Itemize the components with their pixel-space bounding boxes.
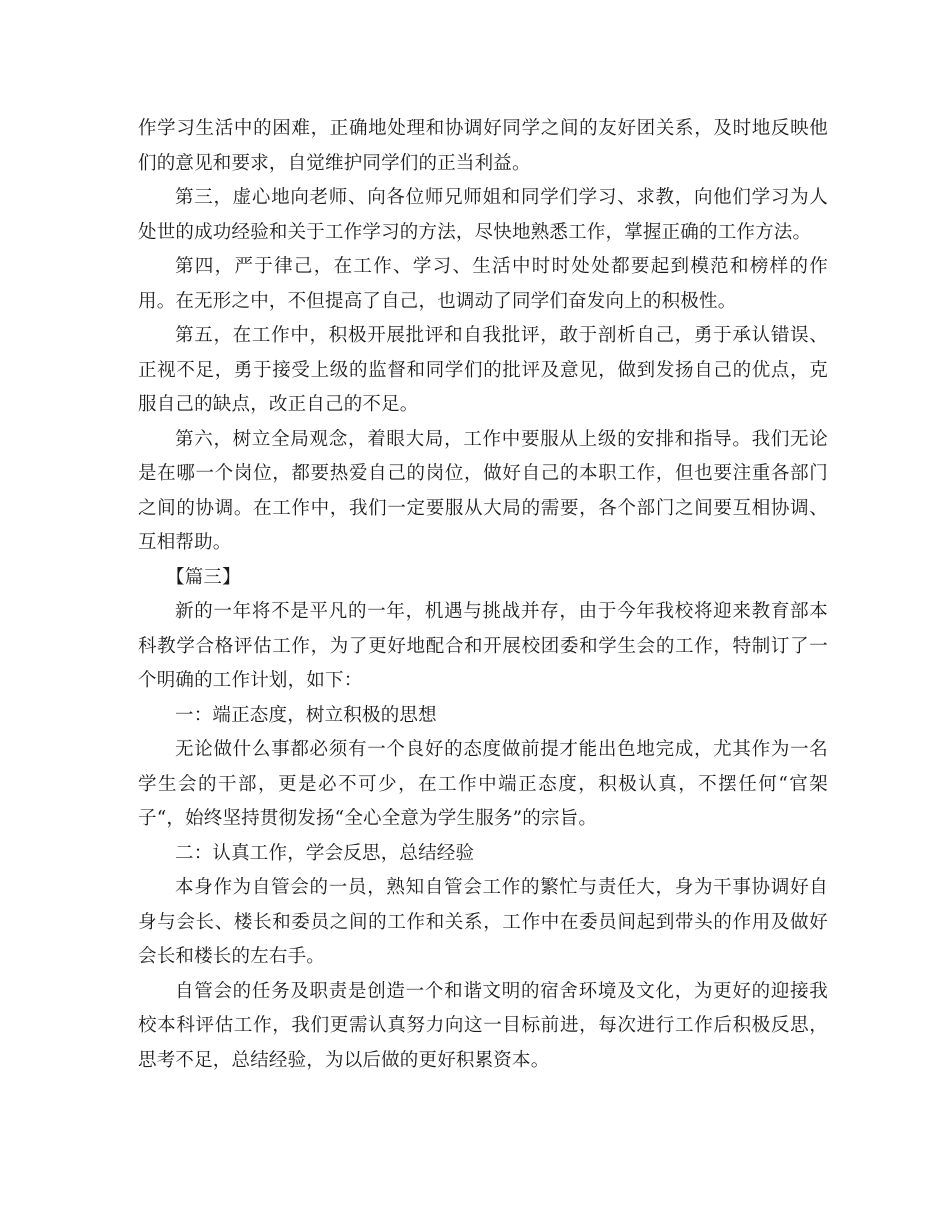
paragraph: 第三，虚心地向老师、向各位师兄师姐和同学们学习、求教，向他们学习为人处世的成功经验和关于工作学习的方法，尽快地熟悉工作，掌握正确的工作方法。 <box>138 187 828 243</box>
subheading: 一：端正态度，树立积极的思想 <box>175 704 437 726</box>
paragraph: 第五，在工作中，积极开展批评和自我批评，敢于剖析自己，勇于承认错误、正视不足，勇于接受上级的监督和同学们的批评及意见，做到发扬自己的优点，克服自己的缺点，改正自己的不足。 <box>138 325 828 415</box>
paragraph: 第六，树立全局观念，着眼大局，工作中要服从上级的安排和指导。我们无论是在哪一个岗位，都要热爱自己的岗位，做好自己的本职工作，但也要注重各部门之间的协调。在工作中，我们一定要服从大局的需要，各个部门之间要互相协调、互相帮助。 <box>138 428 828 553</box>
paragraph: 本身作为自管会的一员，熟知自管会工作的繁忙与责任大，身为干事协调好自身与会长、楼长和委员之间的工作和关系，工作中在委员间起到带头的作用及做好会长和楼长的左右手。 <box>138 877 828 967</box>
paragraph: 无论做什么事都必须有一个良好的态度做前提才能出色地完成，尤其作为一名学生会的干部，更是必不可少，在工作中端正态度，积极认真，不摆任何“官架子“，始终坚持贯彻发扬“全心全意为学生服务”的宗旨。 <box>138 739 828 829</box>
section-heading: 【篇三】 <box>166 566 241 588</box>
paragraph: 作学习生活中的困难，正确地处理和协调好同学之间的友好团关系，及时地反映他们的意见和要求，自觉维护同学们的正当利益。 <box>138 118 828 174</box>
subheading: 二：认真工作，学会反思，总结经验 <box>175 842 475 864</box>
paragraph: 自管会的任务及职责是创造一个和谐文明的宿舍环境及文化，为更好的迎接我校本科评估工作，我们更需认真努力向这一目标前进，每次进行工作后积极反思，思考不足，总结经验，为以后做的更好积累资本。 <box>138 980 828 1071</box>
paragraph: 第四，严于律己，在工作、学习、生活中时时处处都要起到模范和榜样的作用。在无形之中，不但提高了自己，也调动了同学们奋发向上的积极性。 <box>138 256 828 312</box>
paragraph: 新的一年将不是平凡的一年，机遇与挑战并存，由于今年我校将迎来教育部本科教学合格评估工作，为了更好地配合和开展校团委和学生会的工作，特制订了一个明确的工作计划，如下： <box>138 601 828 691</box>
document-body <box>138 112 828 1078</box>
